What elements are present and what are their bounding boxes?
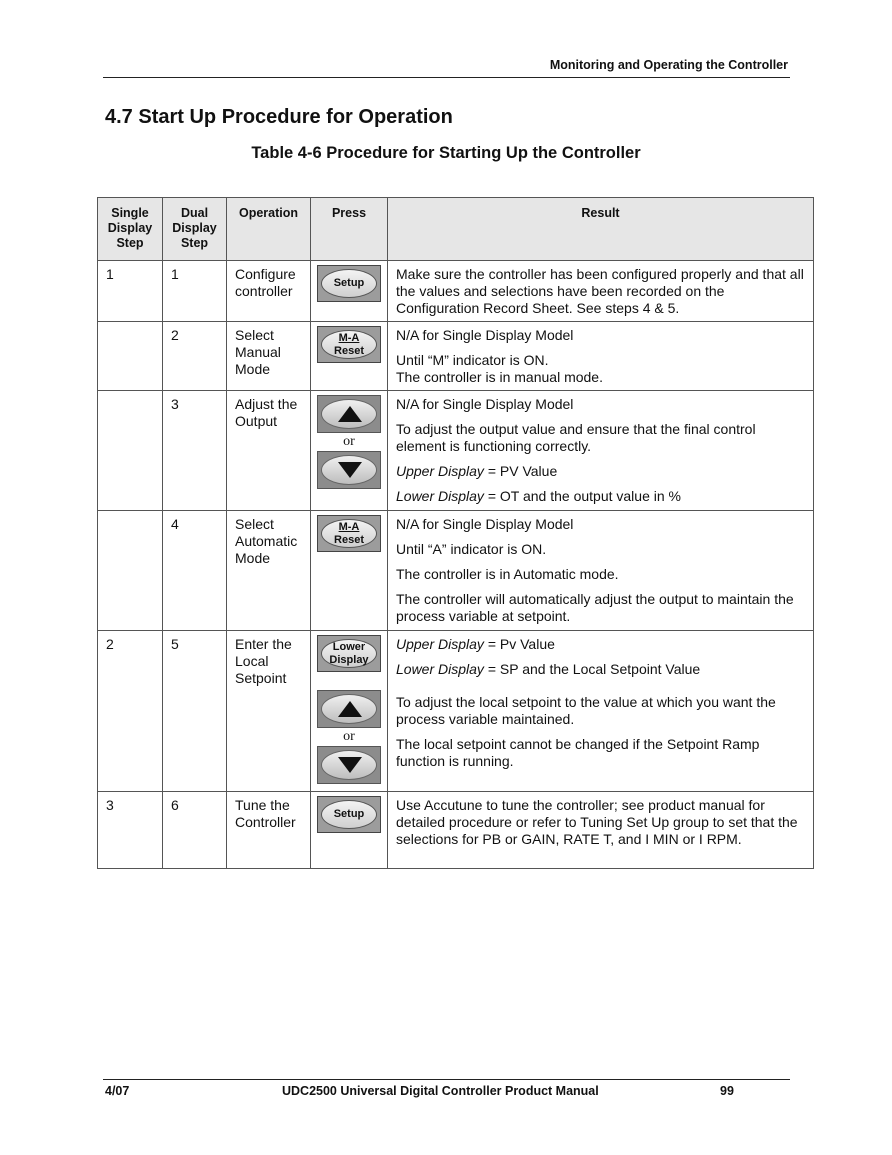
result-cell: Upper Display = Pv Value Lower Display = SP and the Local Setpoint Value To adjust the local setpoint to the value at which you want the process variable maintained. The local setpoint cannot be changed if the Setpoint Ramp function is running. <box>388 631 814 792</box>
setup-key: Setup <box>317 265 381 302</box>
operation-cell: Enter the Local Setpoint <box>227 631 311 792</box>
press-cell <box>311 391 388 511</box>
dual-step-cell: 3 <box>163 391 227 511</box>
dual-step-cell: 2 <box>163 322 227 391</box>
operation-cell: Select Manual Mode <box>227 322 311 391</box>
operation-cell: Tune the Controller <box>227 792 311 869</box>
header-result: Result <box>388 198 814 261</box>
down-arrow-icon <box>337 460 363 480</box>
press-cell <box>311 322 388 391</box>
press-cell <box>311 792 388 869</box>
result-cell: N/A for Single Display Model To adjust the output value and ensure that the final control element is functioning correctly. Upper Display = PV Value Lower Display = OT and the output value in % <box>388 391 814 511</box>
operation-cell: Configure controller <box>227 261 311 322</box>
running-header: Monitoring and Operating the Controller <box>549 58 788 72</box>
table-row <box>98 511 814 631</box>
down-arrow-icon <box>337 755 363 775</box>
operation-cell: Adjust the Output <box>227 391 311 511</box>
result-cell: N/A for Single Display Model Until “A” indicator is ON. The controller is in Automatic mode. The controller will automatically adjust the output to maintain the process variable at setpoint. <box>388 511 814 631</box>
result-cell: Make sure the controller has been configured properly and that all the values and selections have been recorded on the Configuration Record Sheet. See steps 4 & 5. <box>388 261 814 322</box>
single-step-cell: 2 <box>98 631 163 792</box>
table-row <box>98 261 814 322</box>
table-row <box>98 631 814 792</box>
single-step-cell <box>98 391 163 511</box>
footer-rule <box>103 1079 790 1080</box>
ma-reset-key: M-A Reset <box>317 326 381 363</box>
header-rule <box>103 77 790 78</box>
single-step-cell <box>98 511 163 631</box>
procedure-table <box>97 197 814 869</box>
footer-date: 4/07 <box>105 1084 130 1098</box>
or-label: or <box>343 729 355 744</box>
table-row <box>98 792 814 869</box>
table-row <box>98 391 814 511</box>
press-cell <box>311 631 388 792</box>
header-press: Press <box>311 198 388 261</box>
press-cell <box>311 261 388 322</box>
down-arrow-key <box>317 451 381 489</box>
ma-reset-key: M-A Reset <box>317 515 381 552</box>
single-step-cell <box>98 322 163 391</box>
footer-manual-title: UDC2500 Universal Digital Controller Product Manual <box>282 1084 599 1098</box>
header-single-display-step: Single Display Step <box>98 198 163 261</box>
or-label: or <box>343 434 355 449</box>
lower-display-key: Lower Display <box>317 635 381 672</box>
dual-step-cell: 4 <box>163 511 227 631</box>
result-cell: Use Accutune to tune the controller; see product manual for detailed procedure or refer to Tuning Set Up group to set that the selections for PB or GAIN, RATE T, and I MIN or I RPM. <box>388 792 814 869</box>
single-step-cell: 1 <box>98 261 163 322</box>
setup-key: Setup <box>317 796 381 833</box>
result-cell: N/A for Single Display Model Until “M” indicator is ON. The controller is in manual mode. <box>388 322 814 391</box>
header-dual-display-step: Dual Display Step <box>163 198 227 261</box>
table-row <box>98 322 814 391</box>
footer-page-number: 99 <box>720 1084 734 1098</box>
up-arrow-key <box>317 690 381 728</box>
dual-step-cell: 1 <box>163 261 227 322</box>
header-operation: Operation <box>227 198 311 261</box>
up-arrow-key <box>317 395 381 433</box>
up-arrow-icon <box>337 404 363 424</box>
table-header-row <box>98 198 814 261</box>
dual-step-cell: 6 <box>163 792 227 869</box>
press-cell <box>311 511 388 631</box>
down-arrow-key <box>317 746 381 784</box>
section-title: 4.7 Start Up Procedure for Operation <box>105 106 453 128</box>
dual-step-cell: 5 <box>163 631 227 792</box>
up-arrow-icon <box>337 699 363 719</box>
table-caption: Table 4-6 Procedure for Starting Up the Controller <box>251 144 641 162</box>
operation-cell: Select Automatic Mode <box>227 511 311 631</box>
single-step-cell: 3 <box>98 792 163 869</box>
